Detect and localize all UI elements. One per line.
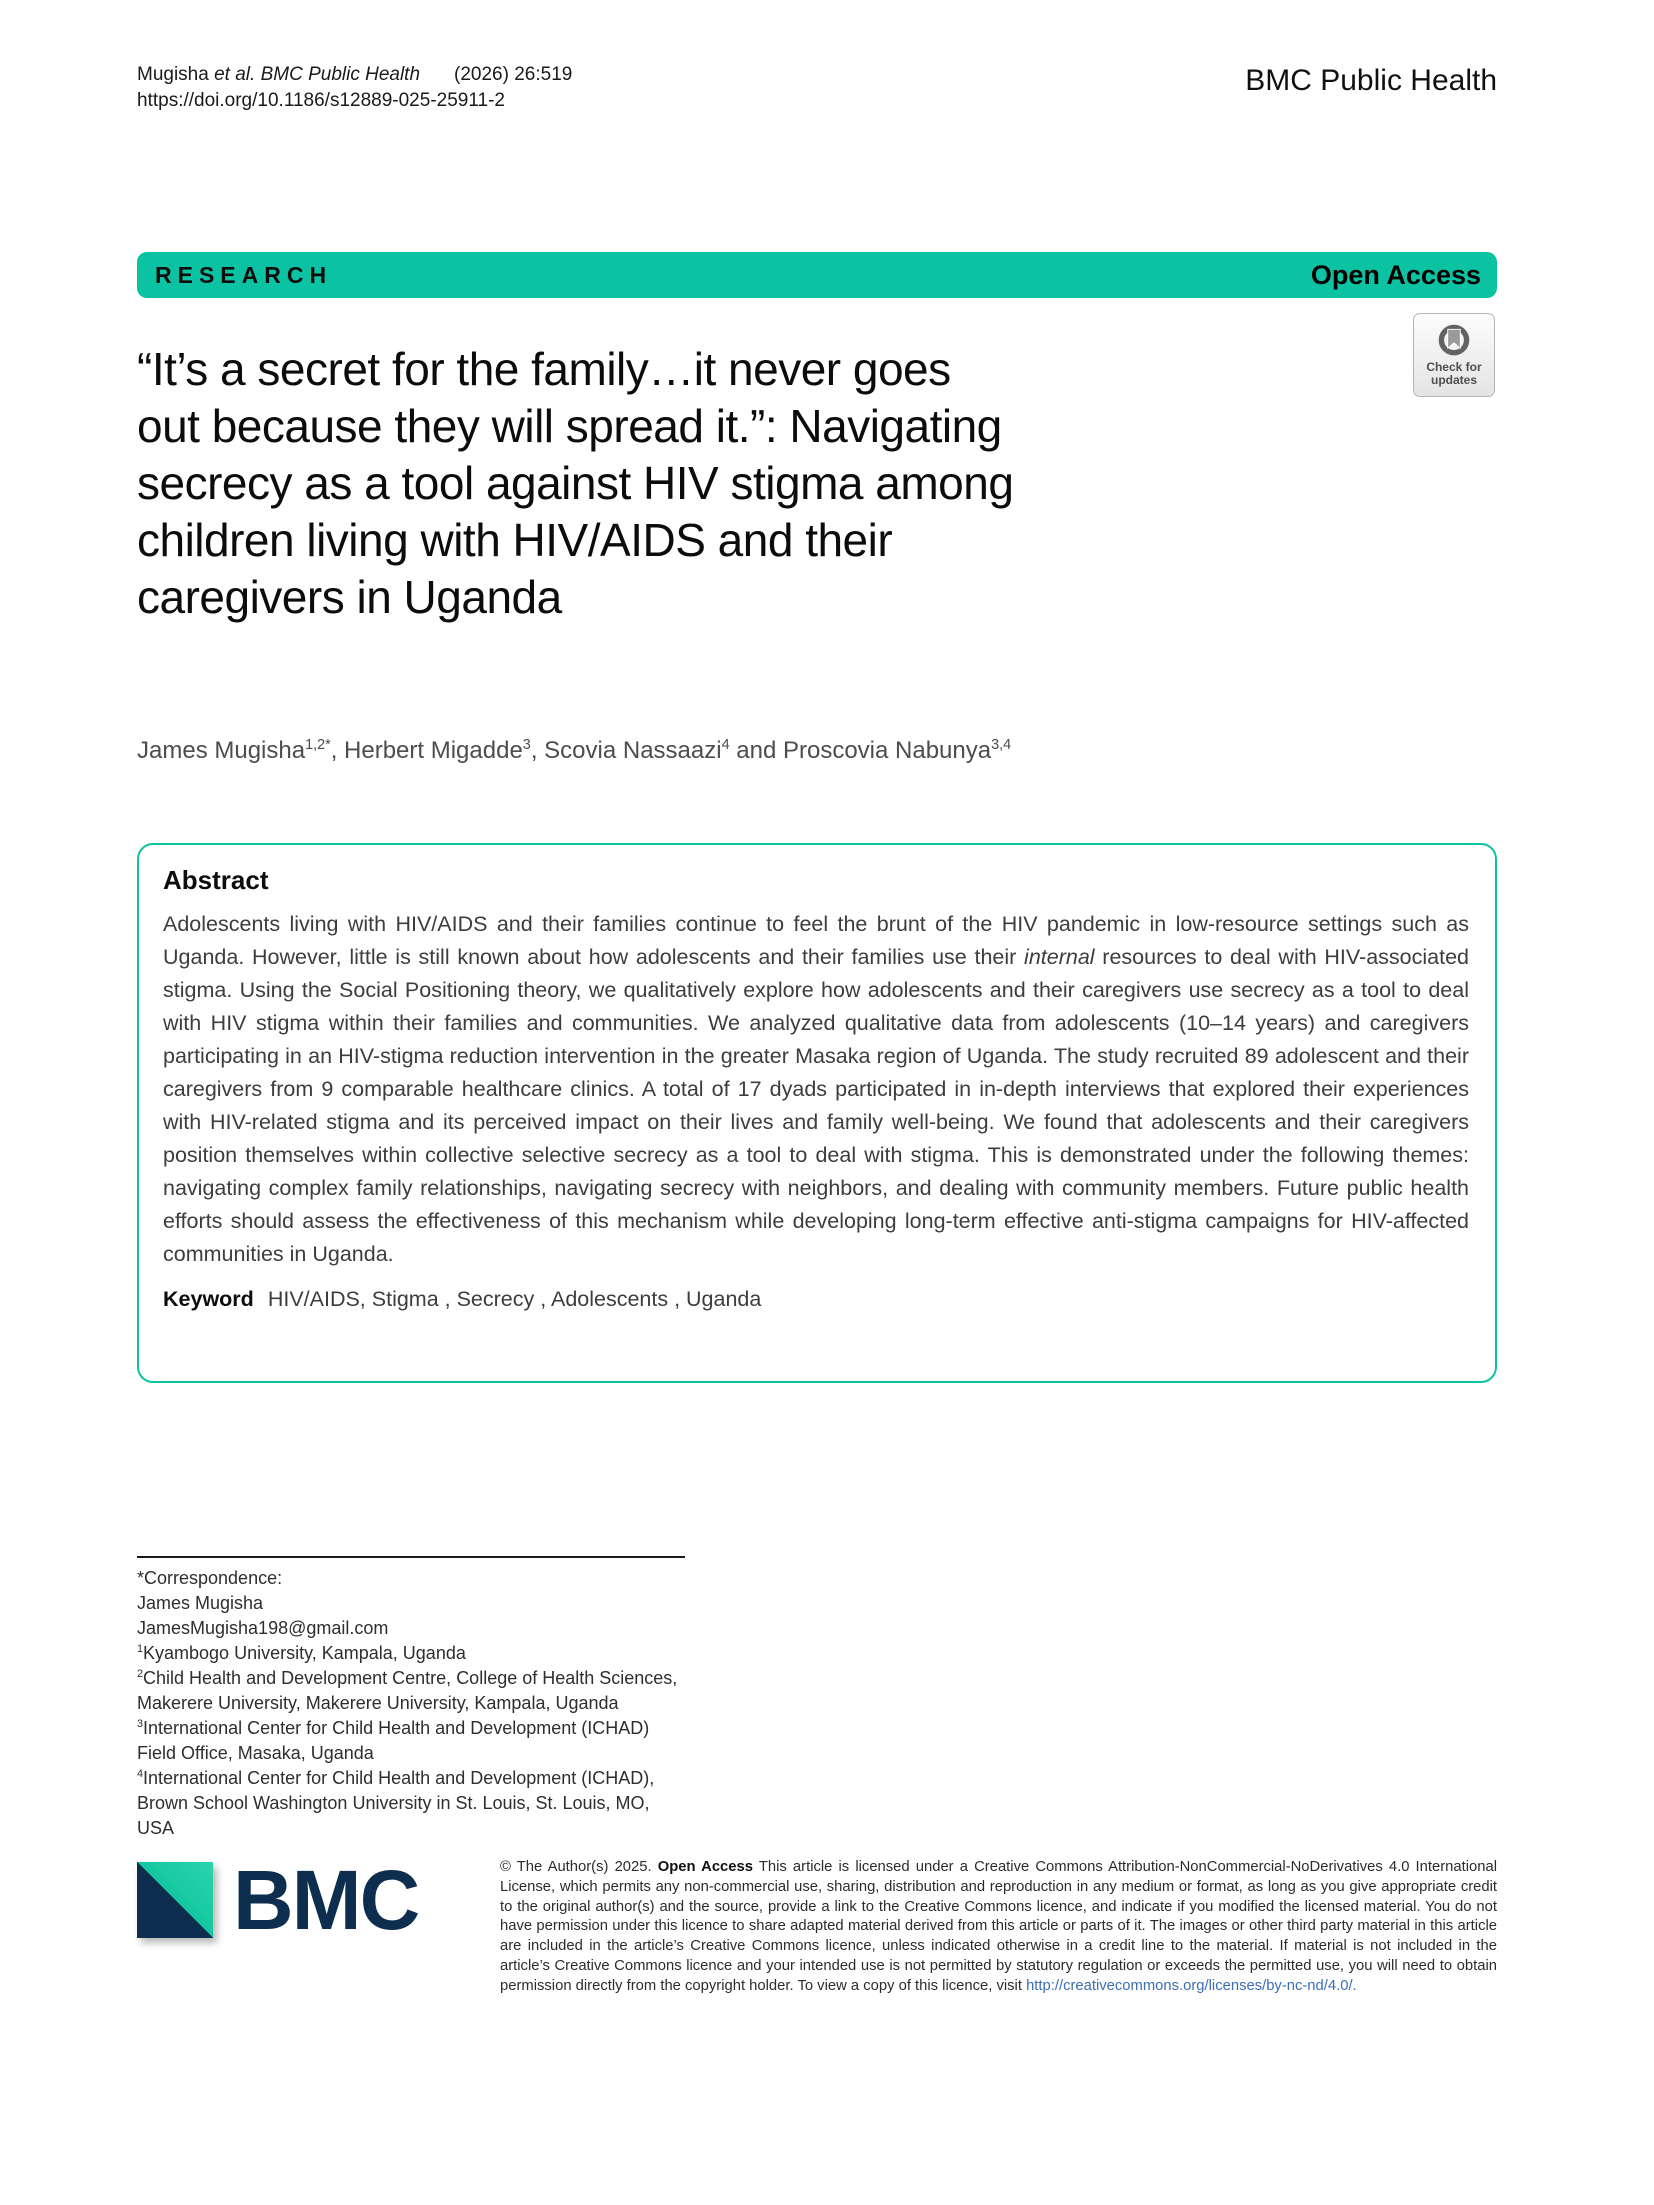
corresponding-email[interactable]: JamesMugisha198@gmail.com [137,1618,389,1638]
author-list [137,737,1011,765]
keyword-value: HIV/AIDS, Stigma , Secrecy , Adolescents , Uganda [267,1287,762,1311]
abstract-text-pre: Adolescents living with HIV/AIDS and their families continue to feel the brunt of the HIV pandemic in low-resource settings such as Uganda. However, little is still known about how adolescents and their families use their [163,912,1469,969]
abstract-text-italic: internal [1024,945,1095,969]
author-affiliation-sup: 4 [721,737,730,753]
citation-author: Mugisha [137,64,215,85]
abstract-text-post: resources to deal with HIV-associated stigma. Using the Social Positioning theory, we qualitatively explore how adolescents and their caregivers use secrecy as a tool to deal with HIV stigma within their families and communities. We analyzed qualitative data from adolescents (10–14 years) and caregivers participating in an HIV-stigma reduction intervention in the greater Masaka region of Uganda. The study recruited 89 adolescent and their caregivers from 9 comparable healthcare clinics. A total of 17 dyads participated in in-depth interviews that explored their experiences with HIV-related stigma and its perceived impact on their lives and family well-being. We found that adolescents and their caregivers position themselves within collective selective secrecy as a tool to deal with stigma. This is demonstrated under the following themes: navigating complex family relationships, navigating secrecy with neighbors, and dealing with community members. Future public health efforts should assess the effectiveness of this mechanism while developing long-term effective anti-stigma campaigns for HIV-affected communities in Uganda. [163,945,1469,1266]
affiliation-4: $^4$International Center for Child Health and Development (ICHAD), Brown School Washington University in St. Louis, St. Louis, MO, USA [137,1768,655,1838]
title-line: secrecy as a tool against HIV stigma among [137,457,1014,509]
citation-year-volume: (2026) 26:519 [454,64,573,85]
abstract-text [163,908,1469,1271]
title-line: out because they will spread it.”: Navigating [137,400,1002,452]
section-banner [137,252,1497,298]
author-separator: , [330,737,345,764]
author-separator: and [729,737,783,764]
bmc-logo [137,1853,419,1947]
citation-journal: et al. BMC Public Health [214,64,421,85]
header-citation-block [137,62,572,114]
citation-line [137,62,572,88]
author-name: Herbert Migadde [344,737,523,764]
check-for-updates-text: Check for updates [1426,360,1482,387]
license-paragraph [500,1858,1497,1997]
corresponding-author: James Mugisha [137,1593,264,1613]
affiliation-sup: 2 [137,1668,144,1680]
keyword-label: Keyword [163,1287,254,1311]
author-name: Scovia Nassaazi [544,737,722,764]
title-line: caregivers in Uganda [137,571,562,623]
author-affiliation-sup: 3,4 [991,737,1012,753]
author-name: Proscovia Nabunya [782,737,992,764]
journal-name: BMC Public Health [1245,64,1497,97]
abstract-heading: Abstract [163,865,269,895]
abstract-box [137,843,1497,1383]
license-body-text: This article is licensed under a Creative Commons Attribution-NonCommercial-NoDerivatives 4.0 International License, which permits any non-commercial use, sharing, distribution and reproduction in any medium or format, as long as you give appropriate credit to the original author(s) and the source, provide a link to the Creative Commons licence, and indicate if you modified the licensed material. You do not have permission under this licence to share adapted material derived from this article or parts of it. The images or other third party material in this article are included in the article’s Creative Commons licence, unless indicated otherwise in a credit line to the material. If material is not included in the article’s Creative Commons licence and your intended use is not permitted by statutory regulation or exceeds the permitted use, you will need to obtain permission directly from the copyright holder. To view a copy of this licence, visit [500,1859,1497,1994]
section-label: RESEARCH [155,261,333,288]
creative-commons-link[interactable]: http://creativecommons.org/licenses/by-nc-nd/4.0/. [1026,1977,1357,1994]
article-title [137,341,1237,626]
open-access-label: Open Access [1310,259,1481,290]
license-open-access-label: Open Access [657,1859,753,1875]
keyword-line [163,1287,1469,1312]
correspondence-block [137,1556,685,1841]
affiliation-3: $^3$International Center for Child Health and Development (ICHAD) Field Office, Masaka, Uganda [137,1718,650,1763]
author-affiliation-sup: 3 [522,737,531,753]
author-separator: , [530,737,545,764]
author-affiliation-sup: 1,2* [305,737,331,753]
author-name: James Mugisha [137,737,306,764]
bookmark-circle-icon [1434,323,1474,361]
affiliation-1: $^1$Kyambogo University, Kampala, Uganda [137,1643,466,1663]
check-for-updates-badge[interactable] [1413,313,1495,397]
bmc-logo-icon [137,1862,213,1938]
affiliation-2: $^2$Child Health and Development Centre, College of Health Sciences, Makerere University, Makerere University, Kampala, Uganda [137,1668,678,1713]
title-line: children living with HIV/AIDS and their [137,514,893,566]
correspondence-label: *Correspondence: [137,1568,283,1588]
doi-link[interactable]: https://doi.org/10.1186/s12889-025-25911-2 [137,90,505,111]
affiliation-sup: 3 [137,1718,144,1730]
bmc-logo-text: BMC [233,1853,419,1947]
affiliation-sup: 4 [137,1768,144,1780]
title-line: “It’s a secret for the family…it never goes [137,343,951,395]
affiliation-sup: 1 [137,1643,144,1655]
license-copyright: © The Author(s) 2025. [500,1859,658,1875]
